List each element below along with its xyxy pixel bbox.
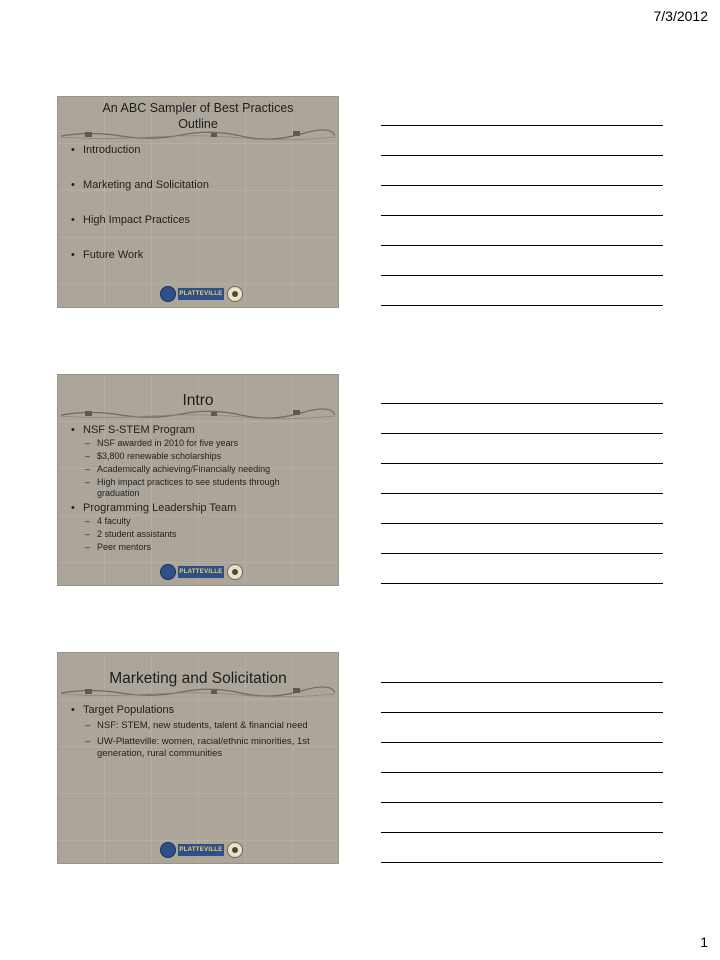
bullet-item: • Marketing and Solicitation xyxy=(71,179,329,192)
university-emblem-icon xyxy=(160,842,176,858)
note-line xyxy=(381,493,663,494)
bullet-item: • High Impact Practices xyxy=(71,214,329,227)
slide-title-line-2: Outline xyxy=(178,117,218,131)
bullet-list xyxy=(71,704,329,760)
sub-bullet-item: – Peer mentors xyxy=(71,542,329,553)
sub-bullet-item: – $3,800 renewable scholarships xyxy=(71,451,329,462)
note-line xyxy=(381,155,663,156)
slide-title: Intro xyxy=(182,392,214,409)
note-line xyxy=(381,185,663,186)
note-line xyxy=(381,433,663,434)
logo-wordmark: PLATTEVILLE xyxy=(178,844,224,856)
university-emblem-icon xyxy=(160,286,176,302)
note-line xyxy=(381,125,663,126)
bullet-list xyxy=(71,144,329,284)
logo-wordmark: PLATTEVILLE xyxy=(178,566,224,578)
logo-wordmark: PLATTEVILLE xyxy=(178,288,224,300)
note-line xyxy=(381,772,663,773)
note-line xyxy=(381,553,663,554)
seal-icon xyxy=(227,842,243,858)
note-line xyxy=(381,463,663,464)
note-line xyxy=(381,275,663,276)
platteville-logo xyxy=(160,842,250,858)
note-line xyxy=(381,862,663,863)
sub-bullet-item: – 4 faculty xyxy=(71,516,329,527)
note-line xyxy=(381,802,663,803)
bullet-item: • Target Populations xyxy=(71,704,329,717)
bullet-item: • NSF S-STEM Program xyxy=(71,424,329,437)
bullet-item: • Introduction xyxy=(71,144,329,157)
slide-title: Marketing and Solicitation xyxy=(109,670,287,687)
note-line xyxy=(381,682,663,683)
note-line xyxy=(381,832,663,833)
sub-bullet-item: – High impact practices to see students through graduation xyxy=(71,477,329,499)
sub-bullet-item: – UW-Platteville: women, racial/ethnic minorities, 1st generation, rural communities xyxy=(71,736,329,760)
note-line xyxy=(381,712,663,713)
platteville-logo xyxy=(160,286,250,302)
sub-bullet-item: – Academically achieving/Financially needing xyxy=(71,464,329,475)
sub-bullet-item: – NSF awarded in 2010 for five years xyxy=(71,438,329,449)
page-number: 1 xyxy=(700,934,708,950)
rope-divider xyxy=(61,407,335,421)
note-line xyxy=(381,245,663,246)
seal-icon xyxy=(227,286,243,302)
rope-divider xyxy=(61,128,335,142)
university-emblem-icon xyxy=(160,564,176,580)
page-date: 7/3/2012 xyxy=(653,8,708,24)
sub-bullet-item: – 2 student assistants xyxy=(71,529,329,540)
note-line xyxy=(381,742,663,743)
bullet-item: • Programming Leadership Team xyxy=(71,502,329,515)
bullet-list xyxy=(71,424,329,553)
note-line xyxy=(381,305,663,306)
slide-intro xyxy=(57,374,339,586)
note-line xyxy=(381,583,663,584)
note-line xyxy=(381,403,663,404)
sub-bullet-item: – NSF: STEM, new students, talent & financial need xyxy=(71,720,329,732)
bullet-item: • Future Work xyxy=(71,249,329,262)
slide-outline xyxy=(57,96,339,308)
note-line xyxy=(381,215,663,216)
rope-divider xyxy=(61,685,335,699)
note-line xyxy=(381,523,663,524)
slide-marketing xyxy=(57,652,339,864)
seal-icon xyxy=(227,564,243,580)
slide-title-line-1: An ABC Sampler of Best Practices xyxy=(102,101,294,115)
platteville-logo xyxy=(160,564,250,580)
